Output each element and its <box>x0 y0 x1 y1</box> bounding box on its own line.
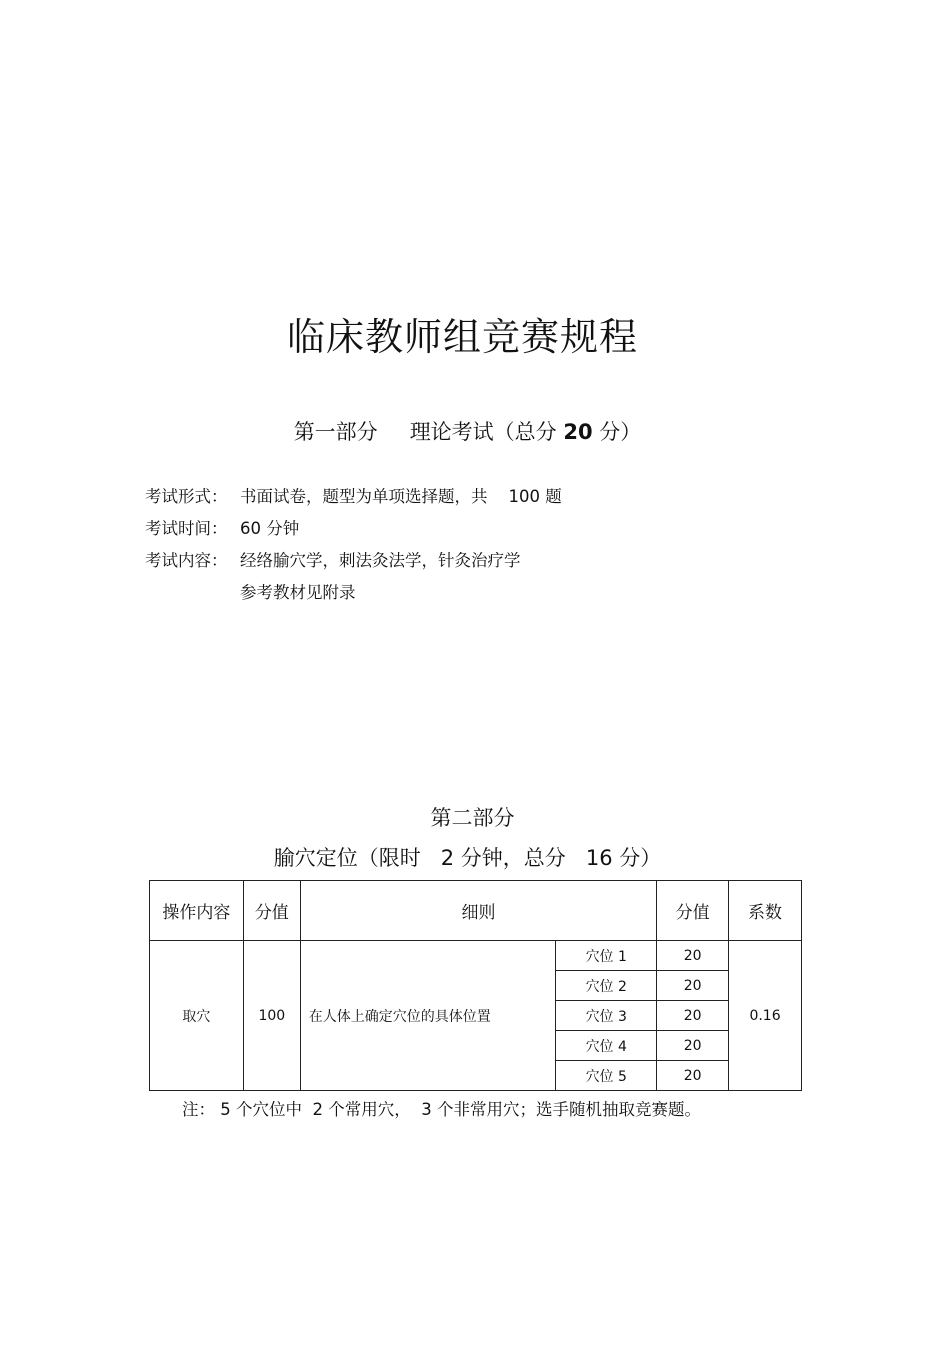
document-title: 临床教师组竞赛规程 <box>286 315 638 359</box>
item-name-cell: 穴位 4 <box>556 1031 657 1061</box>
exam-reference-value: 参考教材见附录 <box>240 583 356 602</box>
header-coefficient: 系数 <box>729 881 802 941</box>
part2-title: 腧穴定位（限时 2 分钟，总分 16 分） <box>273 846 662 870</box>
table-header-row <box>150 881 802 941</box>
exam-time-value: 60 分钟 <box>240 519 300 538</box>
table-note: 注： 5 个穴位中 2 个常用穴， 3 个非常用穴；选手随机抽取竞赛题。 <box>182 1100 701 1119</box>
part1-score: 20 <box>563 420 593 444</box>
score-cell: 100 <box>243 941 300 1091</box>
item-name-cell: 穴位 2 <box>556 971 657 1001</box>
exam-time-label: 考试时间： <box>145 519 228 538</box>
part2-label: 第二部分 <box>430 806 515 830</box>
item-score-cell: 20 <box>657 971 729 1001</box>
part1-title: 理论考试（总分 <box>409 420 557 444</box>
table-row <box>150 941 802 971</box>
part1-heading <box>0 416 935 446</box>
header-score: 分值 <box>243 881 300 941</box>
exam-reference-row <box>145 582 562 614</box>
exam-reference-label <box>145 582 240 614</box>
exam-format-label: 考试形式： <box>145 487 228 506</box>
item-score-cell: 20 <box>657 1001 729 1031</box>
exam-format-row <box>145 486 562 518</box>
item-name-cell: 穴位 1 <box>556 941 657 971</box>
item-name-cell: 穴位 5 <box>556 1061 657 1091</box>
coefficient-cell: 0.16 <box>729 941 802 1091</box>
exam-content-label: 考试内容： <box>145 551 228 570</box>
header-item-score: 分值 <box>657 881 729 941</box>
exam-format-value: 书面试卷，题型为单项选择题，共 100 题 <box>240 487 562 506</box>
exam-time-row <box>145 518 562 550</box>
item-score-cell: 20 <box>657 1031 729 1061</box>
detail-cell: 在人体上确定穴位的具体位置 <box>300 941 556 1091</box>
exam-content-row <box>145 550 562 582</box>
item-score-cell: 20 <box>657 941 729 971</box>
header-detail: 细则 <box>300 881 656 941</box>
exam-info <box>145 486 562 614</box>
scoring-table <box>149 880 802 1091</box>
item-name-cell: 穴位 3 <box>556 1001 657 1031</box>
operation-cell: 取穴 <box>150 941 244 1091</box>
header-operation: 操作内容 <box>150 881 244 941</box>
exam-content-value: 经络腧穴学，刺法灸法学，针灸治疗学 <box>240 551 521 570</box>
part1-unit: 分） <box>599 420 642 444</box>
item-score-cell: 20 <box>657 1061 729 1091</box>
part1-label: 第一部分 <box>293 420 378 444</box>
